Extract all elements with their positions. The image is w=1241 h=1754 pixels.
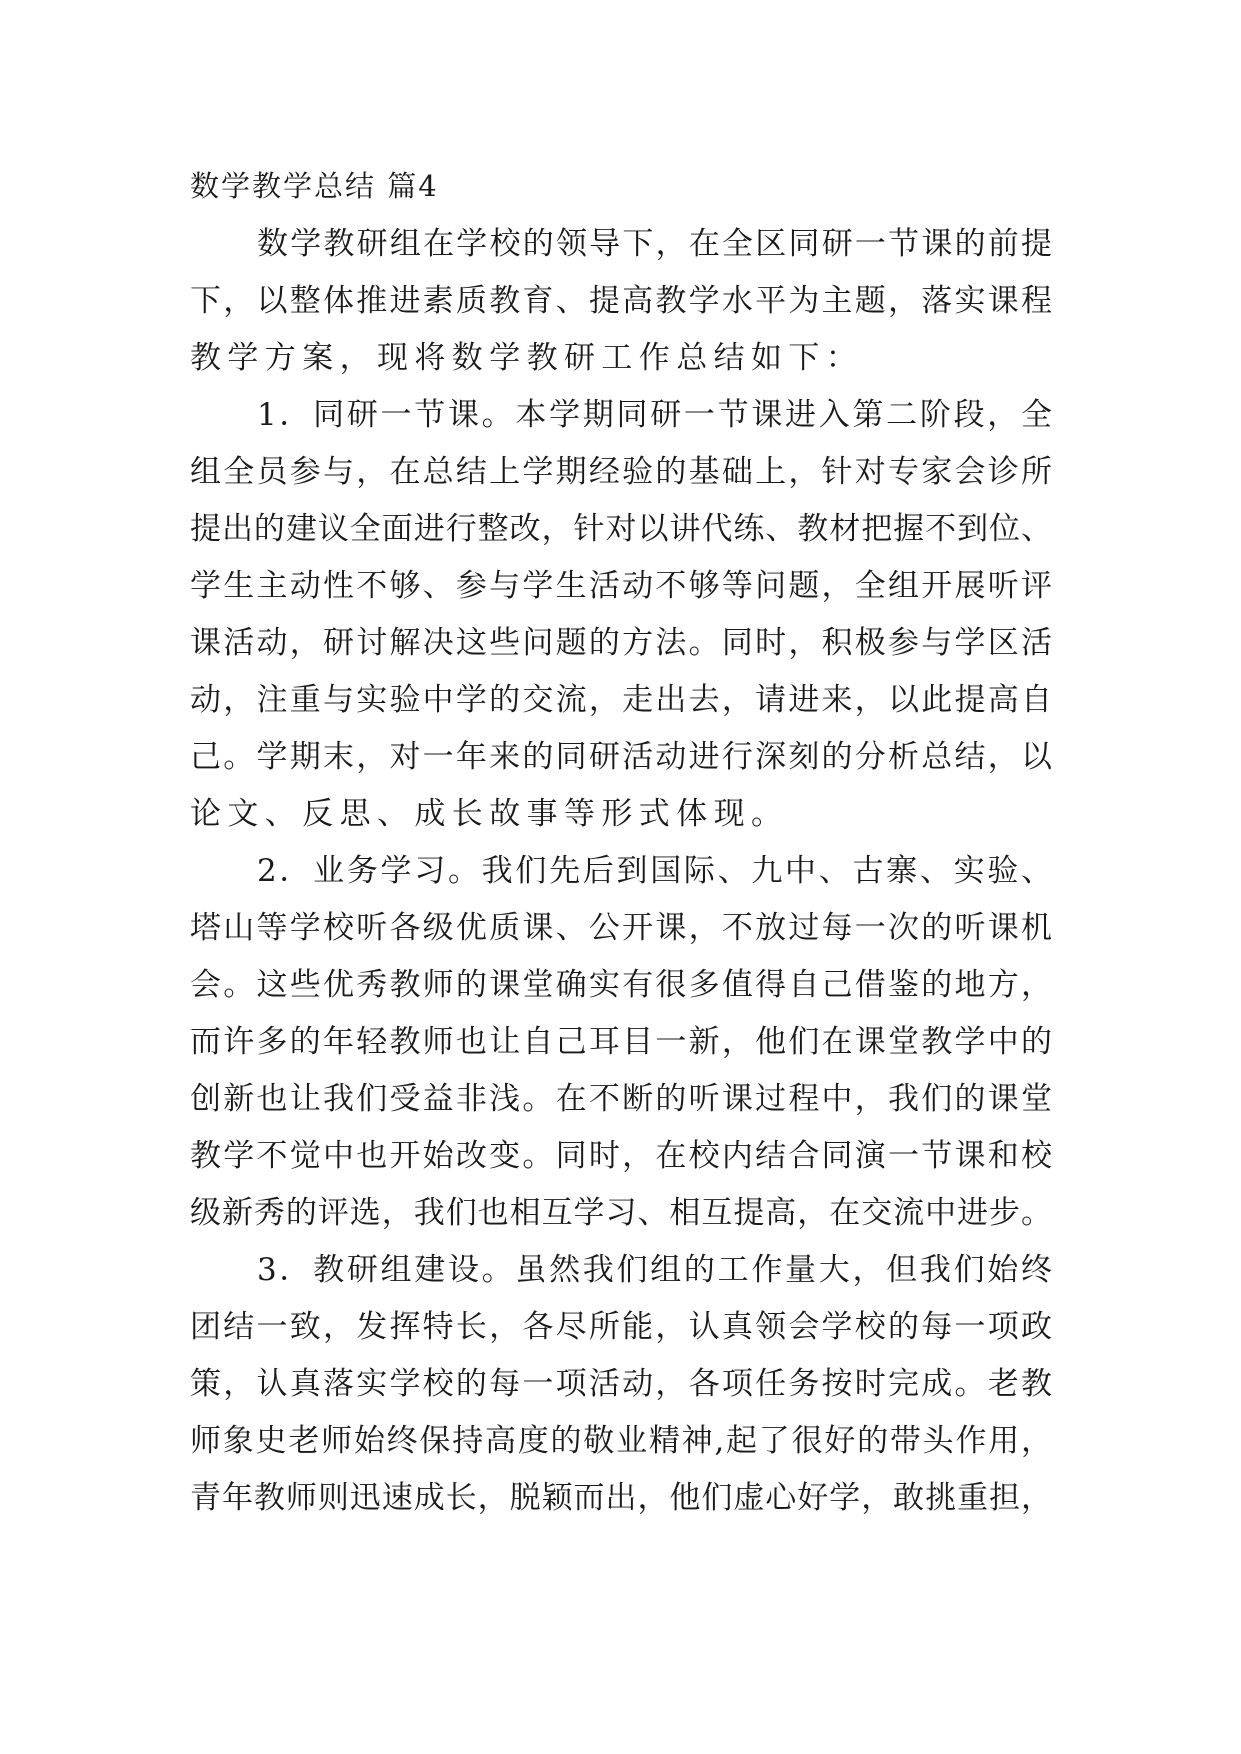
paragraph-4-line-4: 师象史老师始终保持高度的敬业精神,起了很好的带头作用， xyxy=(190,1423,1052,1459)
paragraph-2-line-6: 动，注重与实验中学的交流，走出去，请进来，以此提高自 xyxy=(190,682,1052,718)
paragraph-2-line-3: 提出的建议全面进行整改，针对以讲代练、教材把握不到位、 xyxy=(190,511,1052,547)
paragraph-2-line-5: 课活动，研讨解决这些问题的方法。同时，积极参与学区活 xyxy=(190,625,1052,661)
paragraph-3-line-1: 2．业务学习。我们先后到国际、九中、古寨、实验、 xyxy=(257,853,1052,889)
paragraph-1-line-3: 教学方案，现将数学教研工作总结如下： xyxy=(190,340,864,376)
paragraph-2-line-4: 学生主动性不够、参与学生活动不够等问题，全组开展听评 xyxy=(190,568,1052,604)
paragraph-1-line-1: 数学教研组在学校的领导下，在全区同研一节课的前提 xyxy=(257,226,1052,262)
paragraph-3-line-7: 级新秀的评选，我们也相互学习、相互提高，在交流中进步。 xyxy=(190,1195,1052,1231)
paragraph-3-line-3: 会。这些优秀教师的课堂确实有很多值得自己借鉴的地方， xyxy=(190,967,1052,1003)
paragraph-2-line-2: 组全员参与，在总结上学期经验的基础上，针对专家会诊所 xyxy=(190,454,1052,490)
paragraph-4-line-5: 青年教师则迅速成长，脱颖而出，他们虚心好学，敢挑重担， xyxy=(190,1480,1052,1516)
document-title: 数学教学总结 篇4 xyxy=(190,169,439,203)
paragraph-3-line-4: 而许多的年轻教师也让自己耳目一新，他们在课堂教学中的 xyxy=(190,1024,1052,1060)
paragraph-4-line-1: 3．教研组建设。虽然我们组的工作量大，但我们始终 xyxy=(257,1252,1052,1288)
paragraph-3-line-6: 教学不觉中也开始改变。同时，在校内结合同演一节课和校 xyxy=(190,1138,1052,1174)
paragraph-2-line-7: 己。学期末，对一年来的同研活动进行深刻的分析总结，以 xyxy=(190,739,1052,775)
paragraph-2-line-1: 1．同研一节课。本学期同研一节课进入第二阶段，全 xyxy=(257,397,1052,433)
paragraph-4-line-2: 团结一致，发挥特长，各尽所能，认真领会学校的每一项政 xyxy=(190,1309,1052,1345)
paragraph-4-line-3: 策，认真落实学校的每一项活动，各项任务按时完成。老教 xyxy=(190,1366,1052,1402)
paragraph-3-line-2: 塔山等学校听各级优质课、公开课，不放过每一次的听课机 xyxy=(190,910,1052,946)
paragraph-2-line-8: 论文、反思、成长故事等形式体现。 xyxy=(190,796,789,832)
paragraph-1-line-2: 下，以整体推进素质教育、提高教学水平为主题，落实课程 xyxy=(190,283,1052,319)
paragraph-3-line-5: 创新也让我们受益非浅。在不断的听课过程中，我们的课堂 xyxy=(190,1081,1052,1117)
